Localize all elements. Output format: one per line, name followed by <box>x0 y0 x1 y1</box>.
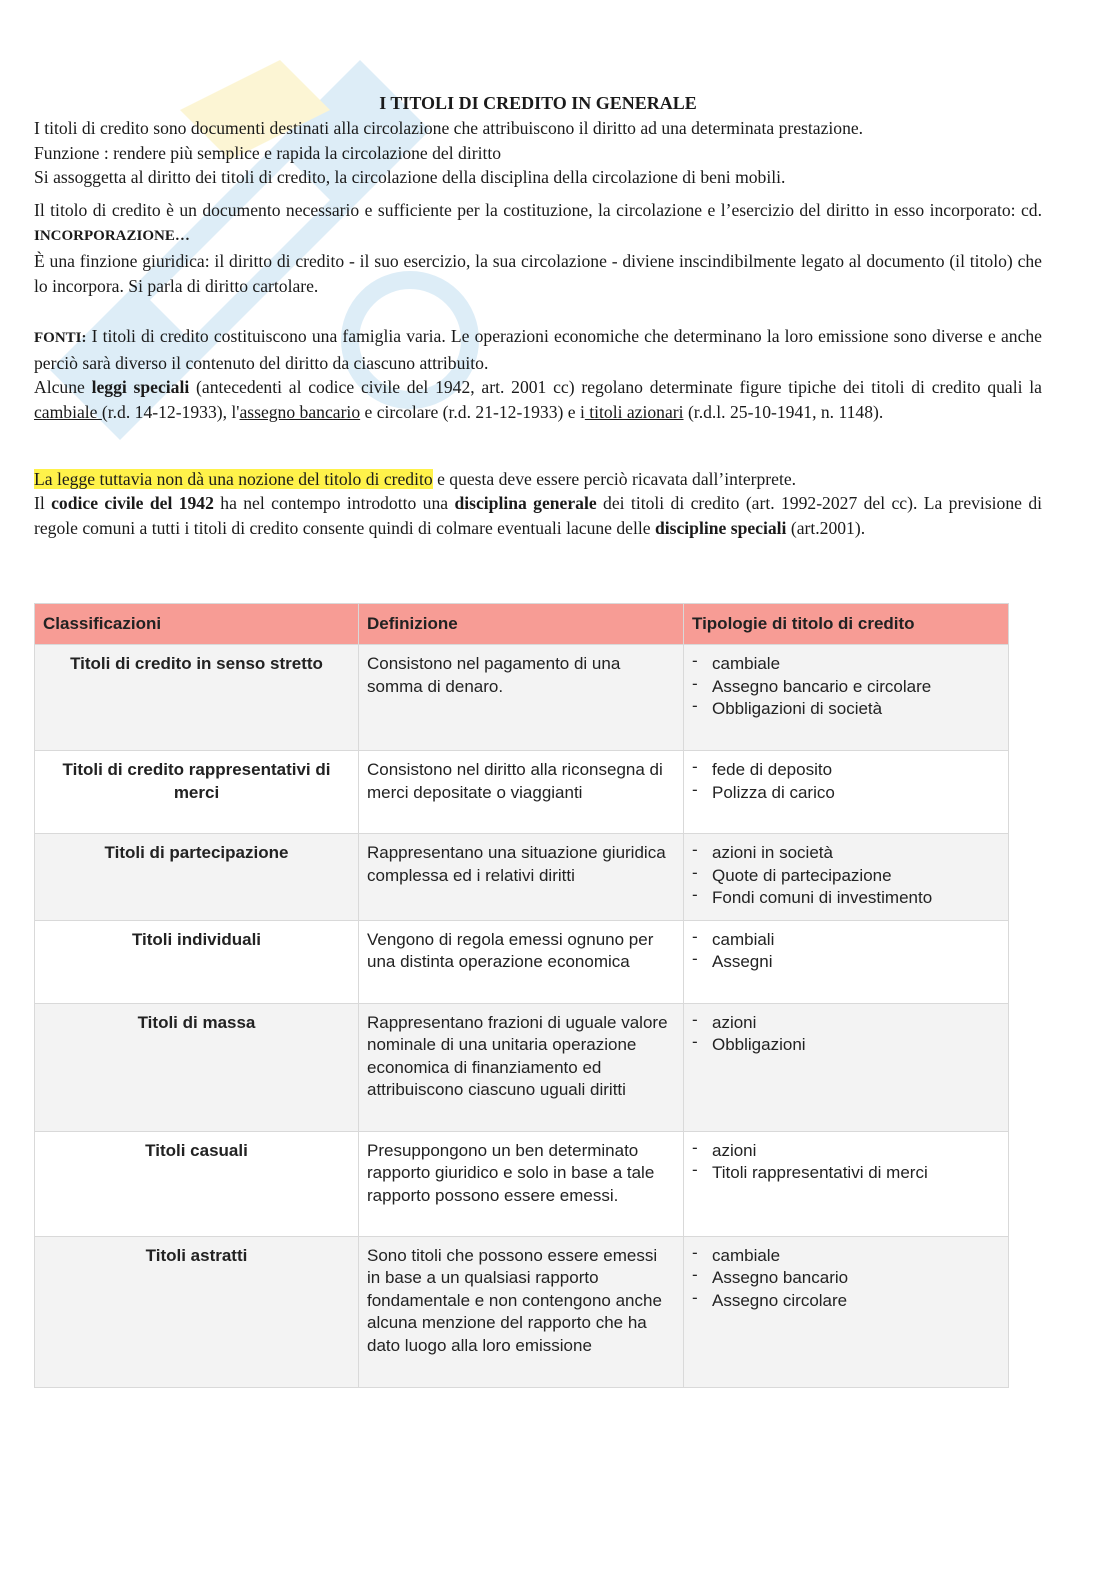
row-category: Titoli di massa <box>35 1003 359 1131</box>
finzione-paragraph: È una finzione giuridica: il diritto di credito - il suo esercizio, la sua circolazione - diviene inscindibilmente legato al documento (il titolo) che lo incorpora. Si parla di diritto cartolare. <box>34 250 1042 296</box>
row-category: Titoli casuali <box>35 1131 359 1236</box>
table-row <box>35 1003 1009 1131</box>
list-item: - Assegno bancario e circolare <box>692 676 1000 699</box>
assegno-bancario-link: assegno bancario <box>239 401 361 422</box>
fonti-label: FONTI: <box>34 330 87 347</box>
list-item: - Assegni <box>692 951 1000 974</box>
row-types <box>684 1003 1009 1131</box>
intro-line-1: I titoli di credito sono documenti destinati alla circolazione che attribuiscono il diritto ad una determinata prestazione. <box>34 118 864 138</box>
row-types <box>684 645 1009 751</box>
list-item: - Quote di partecipazione <box>692 865 1000 888</box>
fonti-paragraph: FONTI: I titoli di credito costituiscono una famiglia varia. Le operazioni economiche che determinano la loro emissione sono diverse e anche perciò sarà diverso il contenuto del diritto da ciascuno attribuito. <box>34 326 1042 373</box>
list-item: - azioni <box>692 1012 1000 1035</box>
row-types <box>684 1236 1009 1387</box>
row-types <box>684 920 1009 1003</box>
row-definition: Rappresentano frazioni di uguale valore nominale di una unitaria operazione economica di finanziamento ed attribuiscono ciascuno uguali diritti <box>359 1003 684 1131</box>
nozione-paragraph: La legge tuttavia non dà una nozione del titolo di credito e questa deve essere perciò ricavata dall’interprete. <box>34 468 797 489</box>
list-item: - azioni <box>692 1140 1000 1163</box>
table-row <box>35 645 1009 751</box>
list-item: - Titoli rappresentativi di merci <box>692 1162 1000 1185</box>
list-item: - fede di deposito <box>692 759 1000 782</box>
header-tipologie: Tipologie di titolo di credito <box>684 604 1009 645</box>
page-title: I TITOLI DI CREDITO IN GENERALE <box>379 93 697 113</box>
list-item: - Polizza di carico <box>692 782 1000 805</box>
list-item: - cambiale <box>692 1245 1000 1268</box>
list-item: - Assegno circolare <box>692 1290 1000 1313</box>
row-definition: Vengono di regola emessi ognuno per una distinta operazione economica <box>359 920 684 1003</box>
table-row <box>35 1236 1009 1387</box>
row-category: Titoli astratti <box>35 1236 359 1387</box>
row-types <box>684 751 1009 834</box>
row-category: Titoli di credito rappresentativi di merci <box>35 751 359 834</box>
row-definition: Consistono nel pagamento di una somma di denaro. <box>359 645 684 751</box>
codice-civile-paragraph: Il codice civile del 1942 ha nel contempo introdotto una disciplina generale dei titoli di credito (art. 1992-2027 del cc). La previsione di regole comuni a tutti i titoli di credito consente quindi di colmare eventuali lacune delle discipline speciali (art.2001). <box>34 493 1043 538</box>
incorporazione-paragraph: Il titolo di credito è un documento necessario e sufficiente per la costituzione, la circolazione e l’esercizio del diritto in esso incorporato: cd. INCORPORAZIONE… <box>34 199 1042 245</box>
row-definition: Sono titoli che possono essere emessi in base a un qualsiasi rapporto fondamentale e non contengono anche alcuna menzione del rapporto che ha dato luogo alla loro emissione <box>359 1236 684 1387</box>
row-types <box>684 834 1009 921</box>
list-item: - cambiale <box>692 653 1000 676</box>
titoli-azionari-link: titoli azionari <box>584 401 684 422</box>
intro-line-2: Funzione : rendere più semplice e rapida la circolazione del diritto <box>34 142 502 163</box>
list-item: - Fondi comuni di investimento <box>692 887 1000 910</box>
leggi-speciali-paragraph: Alcune leggi speciali (antecedenti al codice civile del 1942, art. 2001 cc) regolano determinate figure tipiche dei titoli di credito quali la cambiale (r.d. 14-12-1933), l'assegno bancario e circolare (r.d. 21-12-1933) e i titoli azionari (r.d.l. 25-10-1941, n. 1148). <box>34 377 1042 422</box>
list-item: - Assegno bancario <box>692 1267 1000 1290</box>
row-types <box>684 1131 1009 1236</box>
table-row <box>35 1131 1009 1236</box>
row-category: Titoli di partecipazione <box>35 834 359 921</box>
table-row <box>35 920 1009 1003</box>
row-category: Titoli individuali <box>35 920 359 1003</box>
incorporazione-label: INCORPORAZIONE… <box>34 228 190 245</box>
table-row <box>35 751 1009 834</box>
intro-line-3: Si assoggetta al diritto dei titoli di credito, la circolazione della disciplina della circolazione di beni mobili. <box>34 167 786 188</box>
table-header-row <box>35 604 1009 645</box>
table-row <box>35 834 1009 921</box>
row-category: Titoli di credito in senso stretto <box>35 645 359 751</box>
document-body <box>34 90 1042 540</box>
cambiale-link: cambiale <box>34 401 102 422</box>
header-definizione: Definizione <box>359 604 684 645</box>
list-item: - cambiali <box>692 929 1000 952</box>
header-classificazioni: Classificazioni <box>35 604 359 645</box>
list-item: - Obbligazioni di società <box>692 698 1000 721</box>
row-definition: Consistono nel diritto alla riconsegna di merci depositate o viaggianti <box>359 751 684 834</box>
row-definition: Presuppongono un ben determinato rapporto giuridico e solo in base a tale rapporto possono essere emessi. <box>359 1131 684 1236</box>
row-definition: Rappresentano una situazione giuridica complessa ed i relativi diritti <box>359 834 684 921</box>
classification-table <box>34 603 1009 1388</box>
highlighted-text: La legge tuttavia non dà una nozione del titolo di credito <box>34 468 433 489</box>
list-item: - Obbligazioni <box>692 1034 1000 1057</box>
list-item: - azioni in società <box>692 842 1000 865</box>
